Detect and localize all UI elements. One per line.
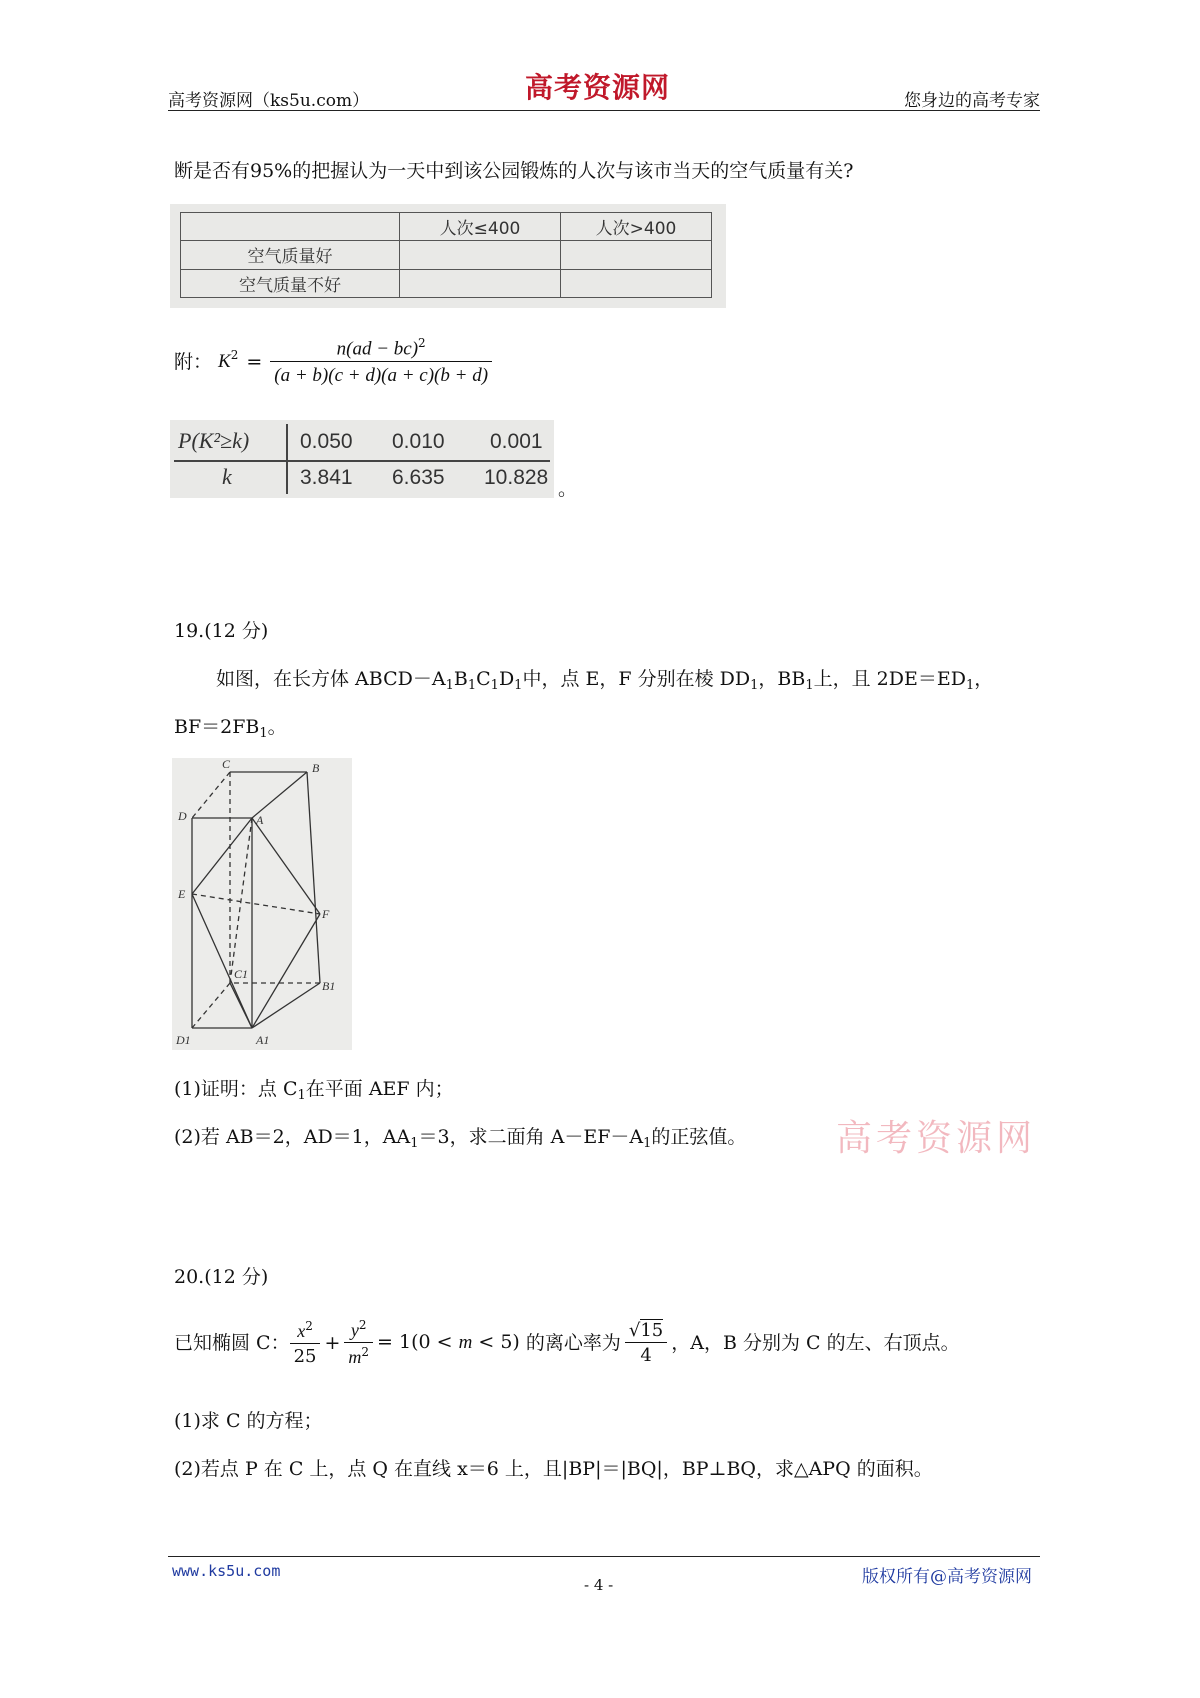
header-left: 高考资源网（ks5u.com） bbox=[168, 91, 370, 111]
footer-copyright: 版权所有@高考资源网 bbox=[862, 1567, 1032, 1587]
contingency-table bbox=[180, 212, 712, 298]
table-cell bbox=[561, 241, 712, 269]
q20-number: 20.(12 分) bbox=[174, 1266, 269, 1288]
table-header-le400: 人次≤400 bbox=[400, 213, 561, 241]
header-logo: 高考资源网 bbox=[525, 71, 671, 104]
label-b1: B1 bbox=[322, 979, 336, 993]
footer-link[interactable]: www.ks5u.com bbox=[172, 1562, 281, 1580]
header-divider bbox=[168, 110, 1040, 111]
cuboid-diagram bbox=[172, 758, 352, 1050]
q19-intro: 如图，在长方体 $ABCD-A_1B_1C_1D_1$中，点 E，F 分别在棱 $DD_1$，$BB_1$上，且 $2DE=ED_1$， bbox=[216, 668, 994, 693]
header-right: 您身边的高考专家 bbox=[904, 91, 1040, 111]
q19-part1: (1)证明：点 $C_1$在平面 AEF 内； bbox=[174, 1078, 454, 1103]
q20-part1: (1)求 C 的方程； bbox=[174, 1410, 323, 1432]
q20-part2: (2)若点 P 在 C 上，点 Q 在直线 x＝6 上，且|BP|＝|BQ|，BP⊥BQ，求△APQ 的面积。 bbox=[174, 1458, 933, 1480]
ptable-p3: 0.001 bbox=[490, 430, 543, 453]
label-b: B bbox=[312, 761, 320, 775]
formula-lhs: K bbox=[218, 350, 231, 372]
formula-fraction: $\frac{n(ad - bc)^2}{(a + b)(c + d)(a + c)(b + d)}$ bbox=[270, 336, 492, 388]
table-row-good: 空气质量好 bbox=[181, 241, 400, 269]
label-f: F bbox=[322, 907, 330, 921]
formula-denominator: (a + b)(c + d)(a + c)(b + d) bbox=[274, 365, 489, 387]
q19-line2: $BF=2FB_1$。 bbox=[174, 716, 287, 741]
label-a1: A1 bbox=[256, 1033, 270, 1047]
label-d: D bbox=[178, 809, 187, 823]
footer-divider bbox=[168, 1556, 1040, 1557]
k-squared-formula: 附： K $^2$ = $\frac{n(ad - bc)^2}{(a + b)(c + d)(a + c)(b + d)}$ bbox=[174, 336, 492, 388]
label-c: C bbox=[222, 758, 231, 771]
table-cell bbox=[400, 269, 561, 297]
cuboid-figure bbox=[172, 758, 352, 1050]
ptable-k2: 6.635 bbox=[392, 466, 445, 489]
contingency-table-image bbox=[170, 204, 726, 308]
ptable-k3: 10.828 bbox=[484, 466, 549, 489]
label-d1: D1 bbox=[176, 1033, 191, 1047]
q20-statement: 已知椭圆 C： $\frac{x^2}{25}$ + $\frac{y^2}{m^2}$ = 1(0 < m < 5) 的离心率为 $\frac{√15}{4}$ ，A，B 分别为 C 的左、右顶点。 bbox=[174, 1318, 960, 1367]
table-header-gt400: 人次>400 bbox=[561, 213, 712, 241]
q18-end-mark: 。 bbox=[558, 478, 578, 500]
ptable-row2-label: k bbox=[222, 464, 232, 489]
table-cell bbox=[561, 269, 712, 297]
label-e: E bbox=[178, 887, 186, 901]
formula-label: 附： bbox=[174, 350, 213, 373]
label-a: A bbox=[256, 813, 264, 827]
formula-numerator: n(ad − bc) bbox=[336, 338, 419, 360]
ptable-row1-label: P(K²≥k) bbox=[178, 428, 250, 453]
label-c1: C1 bbox=[234, 967, 249, 981]
critical-value-table-image bbox=[170, 420, 554, 498]
table-header-blank bbox=[181, 213, 400, 241]
ptable-p1: 0.050 bbox=[300, 430, 353, 453]
q19-number: 19.(12 分) bbox=[174, 620, 269, 642]
table-row-not-good: 空气质量不好 bbox=[181, 269, 400, 297]
watermark: 高考资源网 bbox=[836, 1118, 1037, 1159]
q19-part2: (2)若 AB＝2，AD＝1，$AA_1=3$，求二面角 $A-EF-A_1$的正弦值。 bbox=[174, 1126, 747, 1151]
q18-continuation: 断是否有95%的把握认为一天中到该公园锻炼的人次与该市当天的空气质量有关? bbox=[174, 160, 854, 182]
page-number: - 4 - bbox=[584, 1576, 614, 1594]
table-cell bbox=[400, 241, 561, 269]
ptable-p2: 0.010 bbox=[392, 430, 445, 453]
ptable-k1: 3.841 bbox=[300, 466, 353, 489]
